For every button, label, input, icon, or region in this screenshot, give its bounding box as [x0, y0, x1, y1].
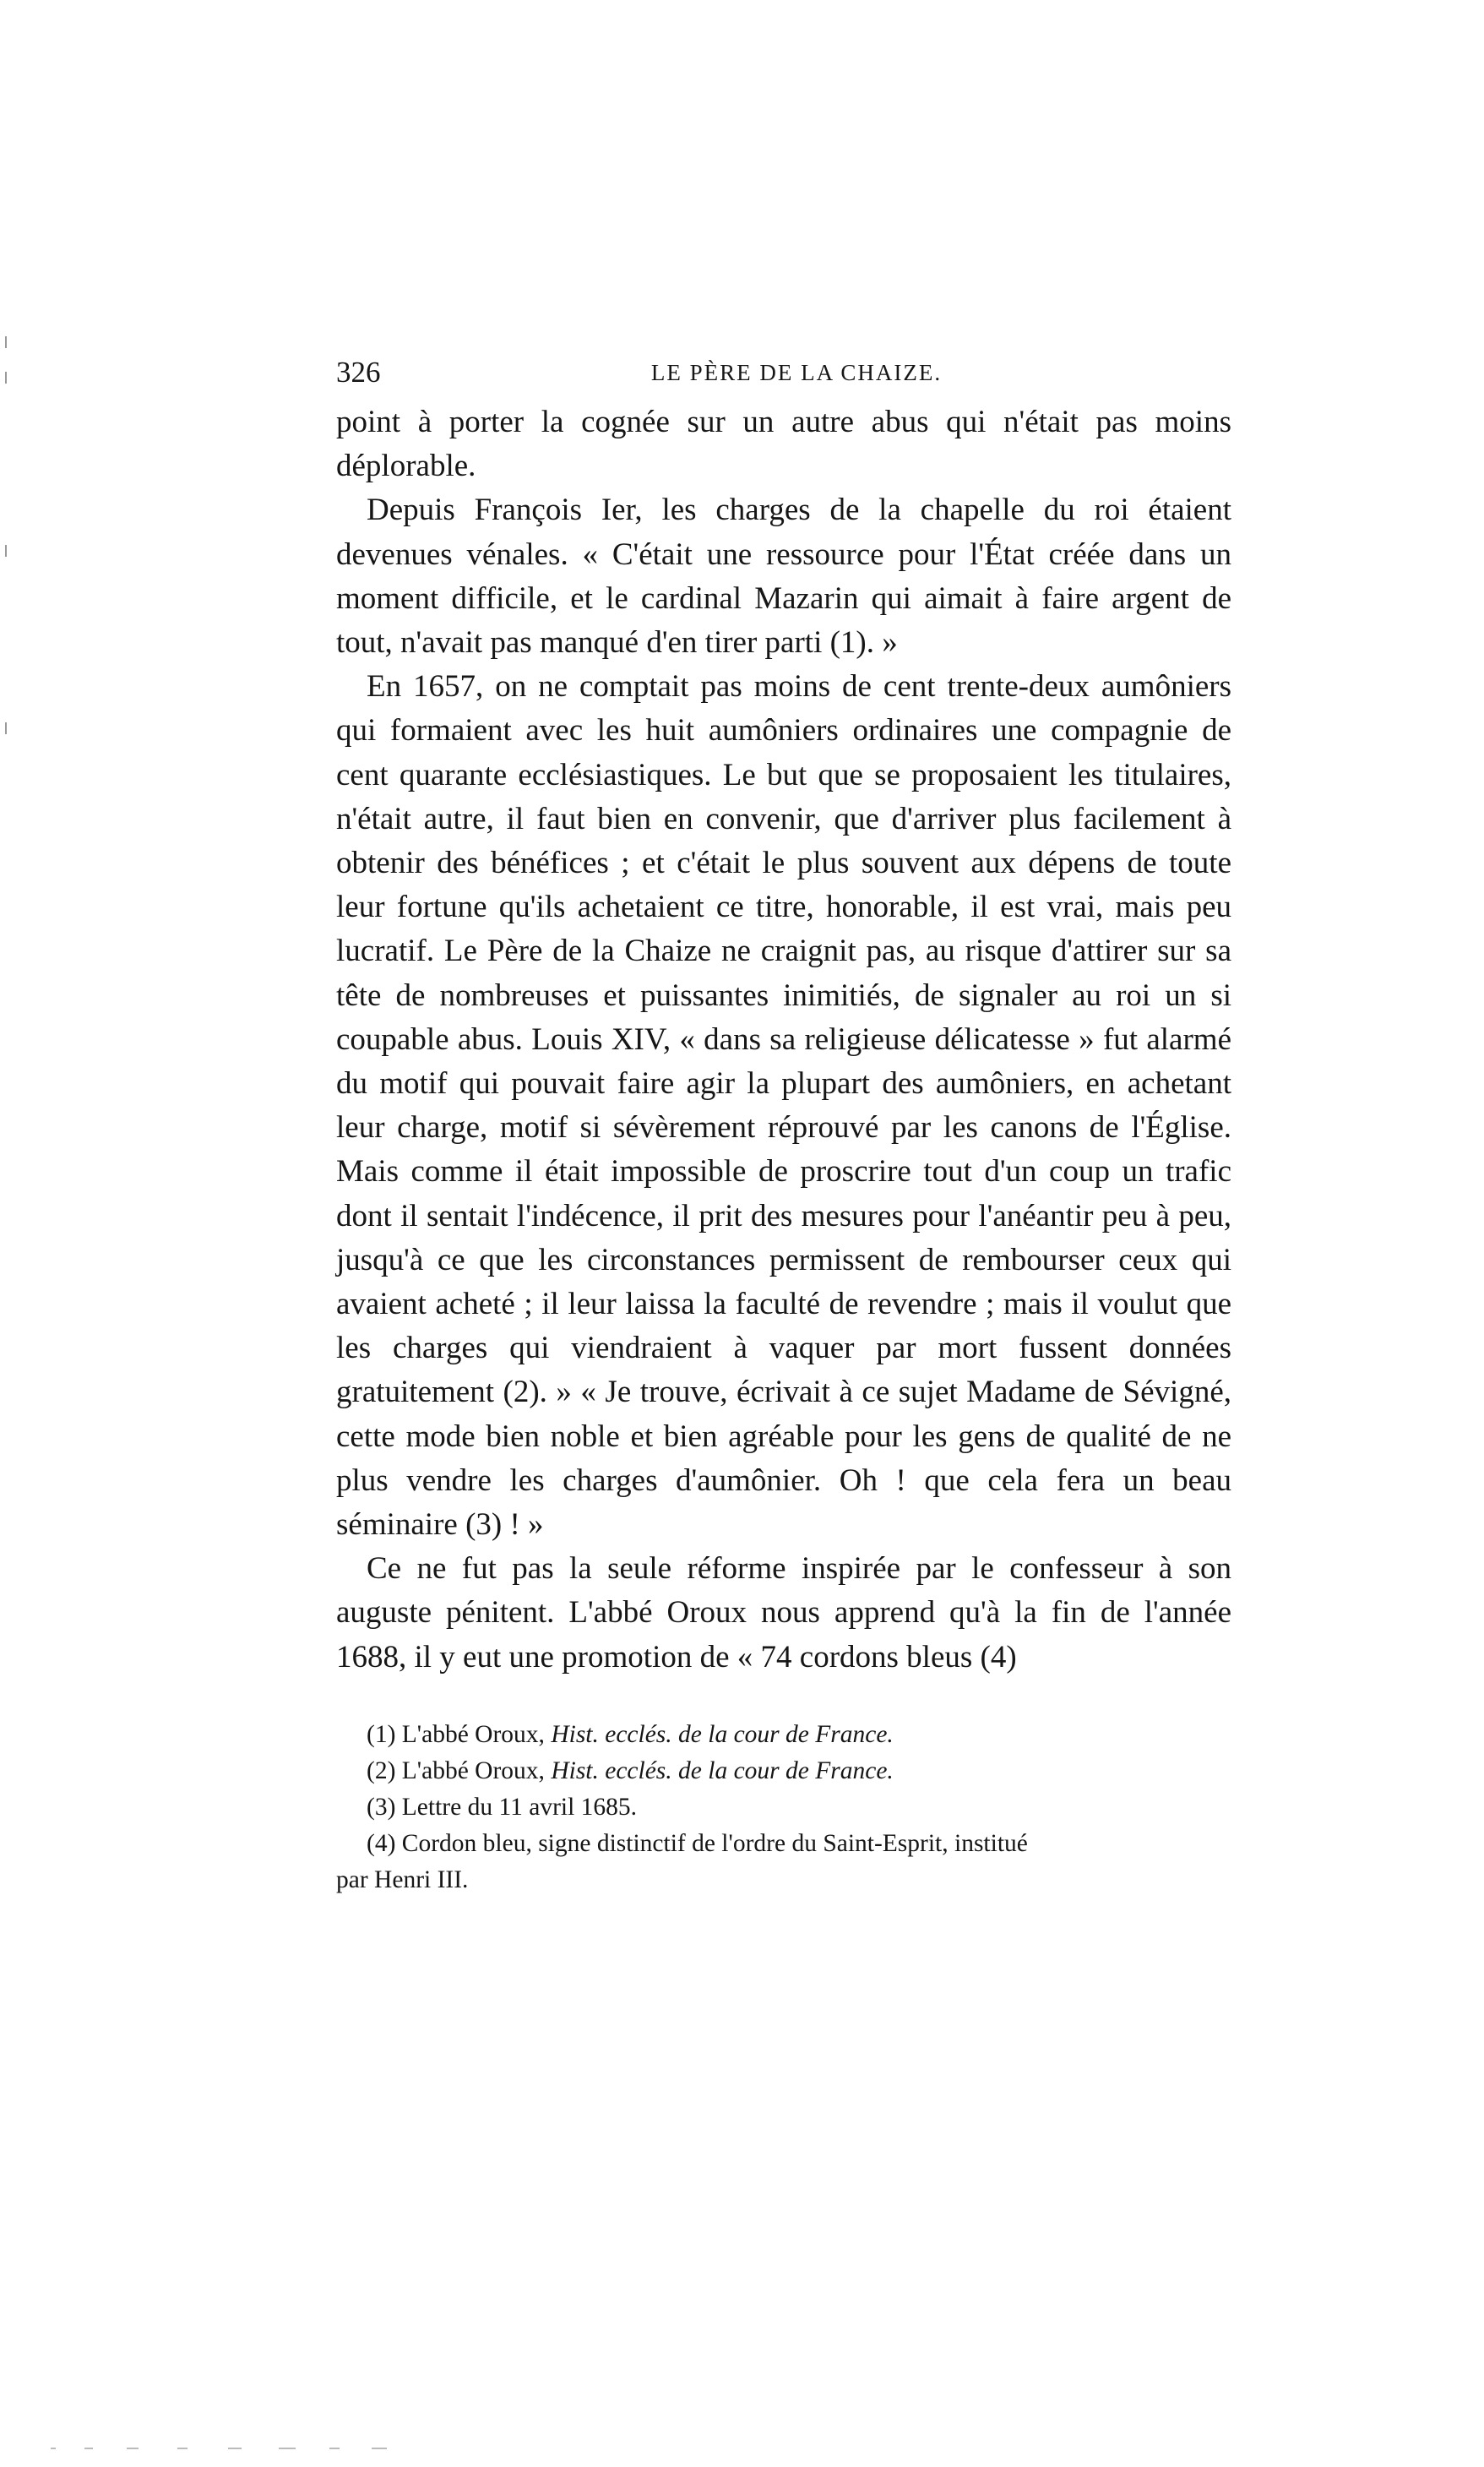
- footnote-4: [336, 1826, 1231, 1898]
- footnote-text: Lettre du 11 avril 1685.: [401, 1793, 638, 1821]
- main-text: [336, 400, 1231, 1680]
- footnote-1: [336, 1717, 1231, 1753]
- footnote-3: [336, 1789, 1231, 1826]
- running-title: LE PÈRE DE LA CHAIZE.: [650, 360, 943, 385]
- scan-edge-marks: [0, 0, 10, 2467]
- book-page: [336, 346, 1231, 1898]
- footnote-author: L'abbé Oroux,: [401, 1756, 545, 1784]
- page-header: [336, 346, 1231, 399]
- footnotes: [336, 1717, 1231, 1898]
- footnote-continuation: par Henri III.: [336, 1865, 469, 1893]
- paragraph-2: Depuis François Ier, les charges de la chapelle du roi étaient devenues vénales. « C'était une ressource pour l'État créée dans un moment difficile, et le cardinal Mazarin qui aimait à faire argent de tout, n'avait pas manqué d'en tirer parti (1). »: [336, 493, 1231, 661]
- paragraph-4: Ce ne fut pas la seule réforme inspirée par le confesseur à son auguste pénitent. L'abbé Oroux nous apprend qu'à la fin de l'année 1688, il y eut une promotion de « 74 cordons bleus (4): [336, 1551, 1231, 1675]
- footnote-title: Hist. ecclés. de la cour de France.: [551, 1720, 894, 1748]
- footnote-text: Cordon bleu, signe distinctif de l'ordre du Saint-Esprit, institué: [401, 1829, 1028, 1857]
- paragraph-1: point à porter la cognée sur un autre abus qui n'était pas moins déplorable.: [336, 405, 1231, 484]
- footnote-2: [336, 1753, 1231, 1789]
- footnote-mark: (1): [367, 1720, 396, 1748]
- footnote-author: L'abbé Oroux,: [401, 1720, 545, 1748]
- page-number: 326: [336, 356, 381, 389]
- footnote-mark: (3): [367, 1793, 396, 1821]
- footnote-mark: (2): [367, 1756, 396, 1784]
- scan-bottom-specks: [51, 2446, 405, 2451]
- paragraph-3: En 1657, on ne comptait pas moins de cent trente-deux aumôniers qui formaient avec les huit aumôniers ordinaires une compagnie de cent quarante ecclésiastiques. Le but que se proposaient les titulaires, n'était autre, il faut bien en convenir, que d'arriver plus facilement à obtenir des bénéfices ; et c'était le plus souvent aux dépens de toute leur fortune qu'ils achetaient ce titre, honorable, il est vrai, mais peu lucratif. Le Père de la Chaize ne craignit pas, au risque d'attirer sur sa tête de nombreuses et puissantes inimitiés, de signaler au roi un si coupable abus. Louis XIV, « dans sa religieuse délicatesse » fut alarmé du motif qui pouvait faire agir la plupart des aumôniers, en achetant leur charge, motif si sévèrement réprouvé par les canons de l'Église. Mais comme il était impossible de proscrire tout d'un coup un trafic dont il sentait l'indécence, il prit des mesures pour l'anéantir peu à peu, jusqu'à ce que les circonstances permissent de rembourser ceux qui avaient acheté ; il leur laissa la faculté de revendre ; mais il voulut que les charges qui viendraient à vaquer par mort fussent données gratuitement (2). » « Je trouve, écrivait à ce sujet Madame de Sévigné, cette mode bien noble et bien agréable pour les gens de qualité de ne plus vendre les charges d'aumônier. Oh ! que cela fera un beau séminaire (3) ! »: [336, 669, 1231, 1543]
- footnote-title: Hist. ecclés. de la cour de France.: [551, 1756, 894, 1784]
- footnote-mark: (4): [367, 1829, 396, 1857]
